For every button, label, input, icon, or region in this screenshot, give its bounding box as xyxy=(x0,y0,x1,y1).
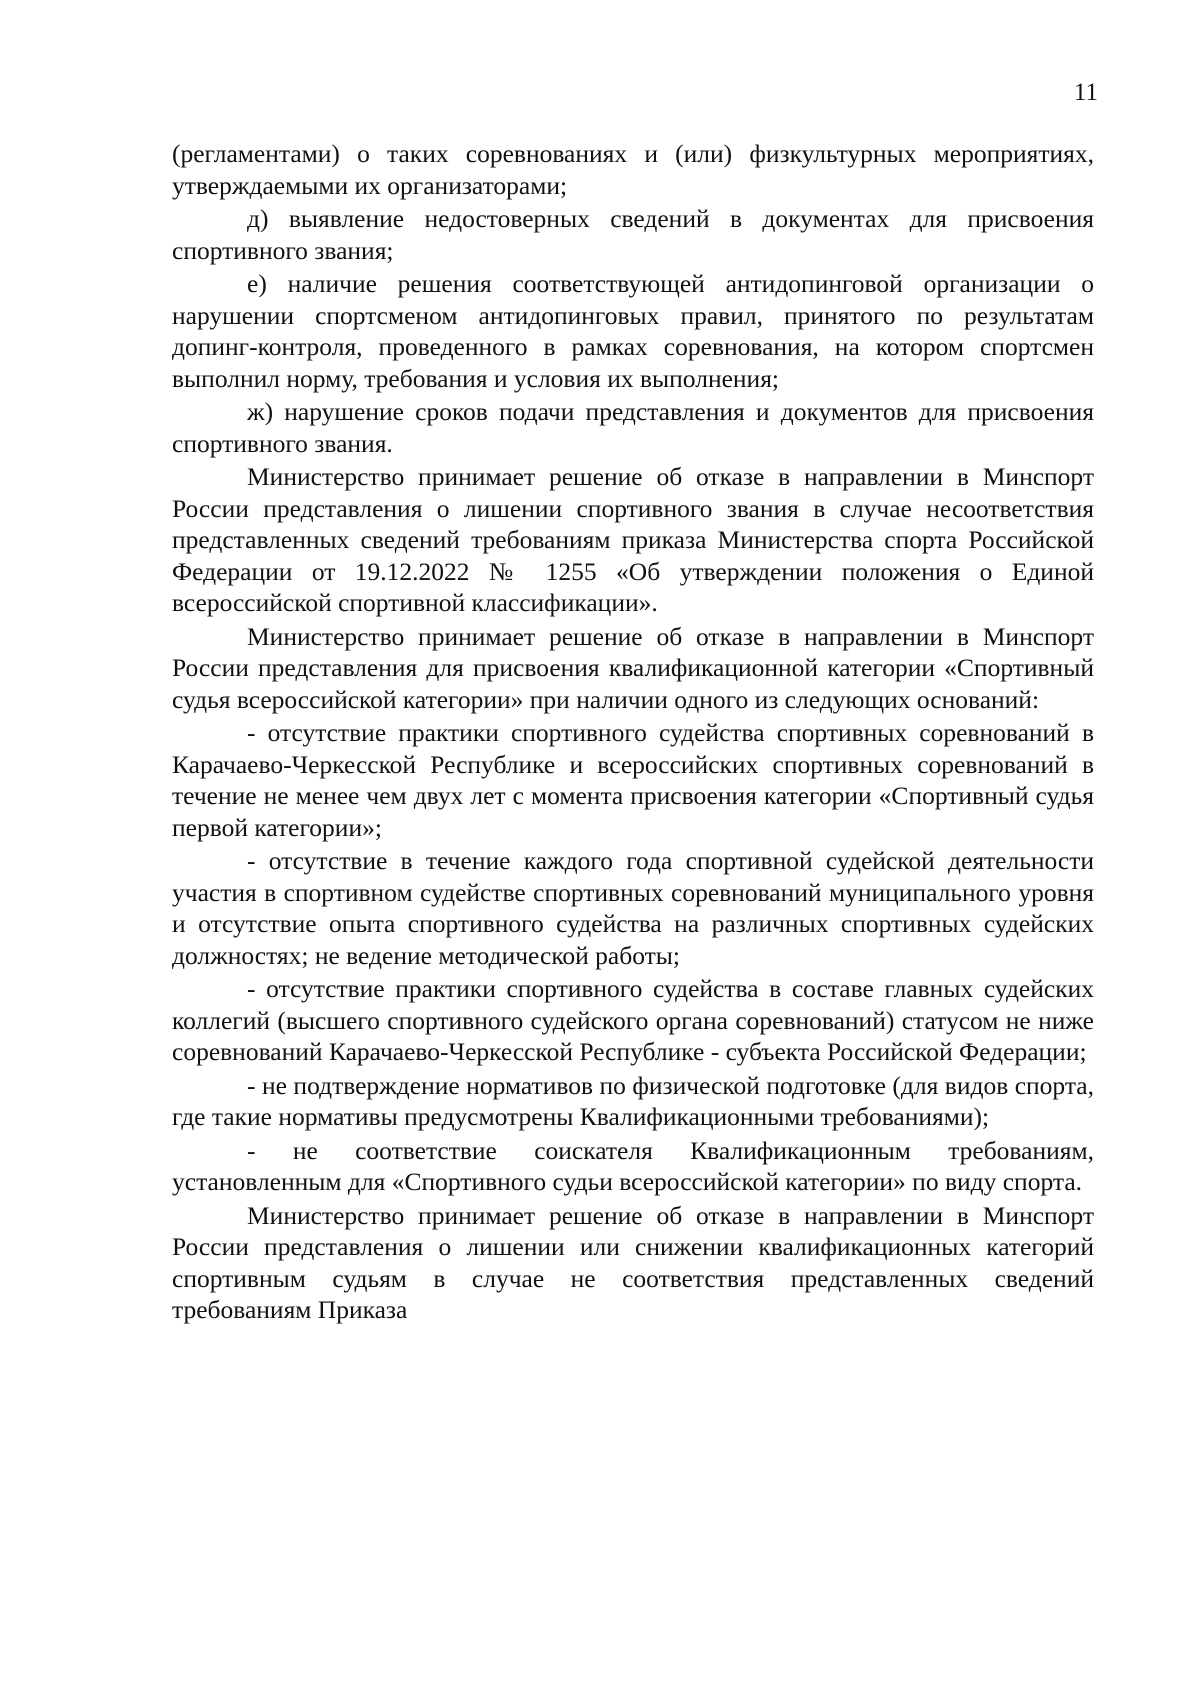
paragraph-continuation: (регламентами) о таких соревнованиях и (или) физкультурных мероприятиях, утверждаемыми их организаторами; xyxy=(172,139,1094,200)
list-item-nonconformity: - не соответствие соискателя Квалификационным требованиям, установленным для «Спортивного судьи всероссийской категории» по виду спорта. xyxy=(172,1135,1094,1196)
paragraph-item-e: е) наличие решения соответствующей антидопинговой организации о нарушении спортсменом антидопинговых правил, принятого по результатам допинг-контроля, проведенного в рамках соревнования, на котором спортсмен выполнил норму, требования и условия их выполнения; xyxy=(172,269,1094,393)
list-item-no-chief-judging: - отсутствие практики спортивного судейства в составе главных судейских коллегий (высшего спортивного судейского органа соревнований) статусом не ниже соревнований Карачаево-Черкесской Республике - субъекта Российской Федерации; xyxy=(172,974,1094,1066)
document-body xyxy=(172,138,1094,1326)
list-item-no-practice: - отсутствие практики спортивного судейства спортивных соревнований в Карачаево-Черкесской Республике и всероссийских спортивных соревнований в течение не менее чем двух лет с момента присвоения категории «Спортивный судья первой категории»; xyxy=(172,718,1094,842)
paragraph-item-zh: ж) нарушение сроков подачи представления и документов для присвоения спортивного звания. xyxy=(172,397,1094,458)
list-item-no-physical-standards: - не подтверждение нормативов по физической подготовке (для видов спорта, где такие нормативы предусмотрены Квалификационными требованиями); xyxy=(172,1070,1094,1131)
paragraph-refusal-lowering: Министерство принимает решение об отказе в направлении в Минспорт России представления о лишении или снижении квалификационных категорий спортивным судьям в случае не соответствия представленных сведений требованиям Приказа xyxy=(172,1200,1094,1324)
paragraph-refusal-category: Министерство принимает решение об отказе в направлении в Минспорт России представления для присвоения квалификационной категории «Спортивный судья всероссийской категории» при наличии одного из следующих оснований: xyxy=(172,621,1094,714)
paragraph-refusal-deprivation: Министерство принимает решение об отказе в направлении в Минспорт России представления о лишении спортивного звания в случае несоответствия представленных сведений требованиям приказа Министерства спорта Российской Федерации от 19.12.2022 № 1255 «Об утверждении положения о Единой всероссийской спортивной классификации». xyxy=(172,462,1094,617)
page-number: 11 xyxy=(1073,79,1098,106)
list-item-no-participation: - отсутствие в течение каждого года спортивной судейской деятельности участия в спортивном судействе спортивных соревнований муниципального уровня и отсутствие опыта спортивного судейства на различных спортивных судейских должностях; не ведение методической работы; xyxy=(172,846,1094,970)
paragraph-item-d: д) выявление недостоверных сведений в документах для присвоения спортивного звания; xyxy=(172,204,1094,265)
